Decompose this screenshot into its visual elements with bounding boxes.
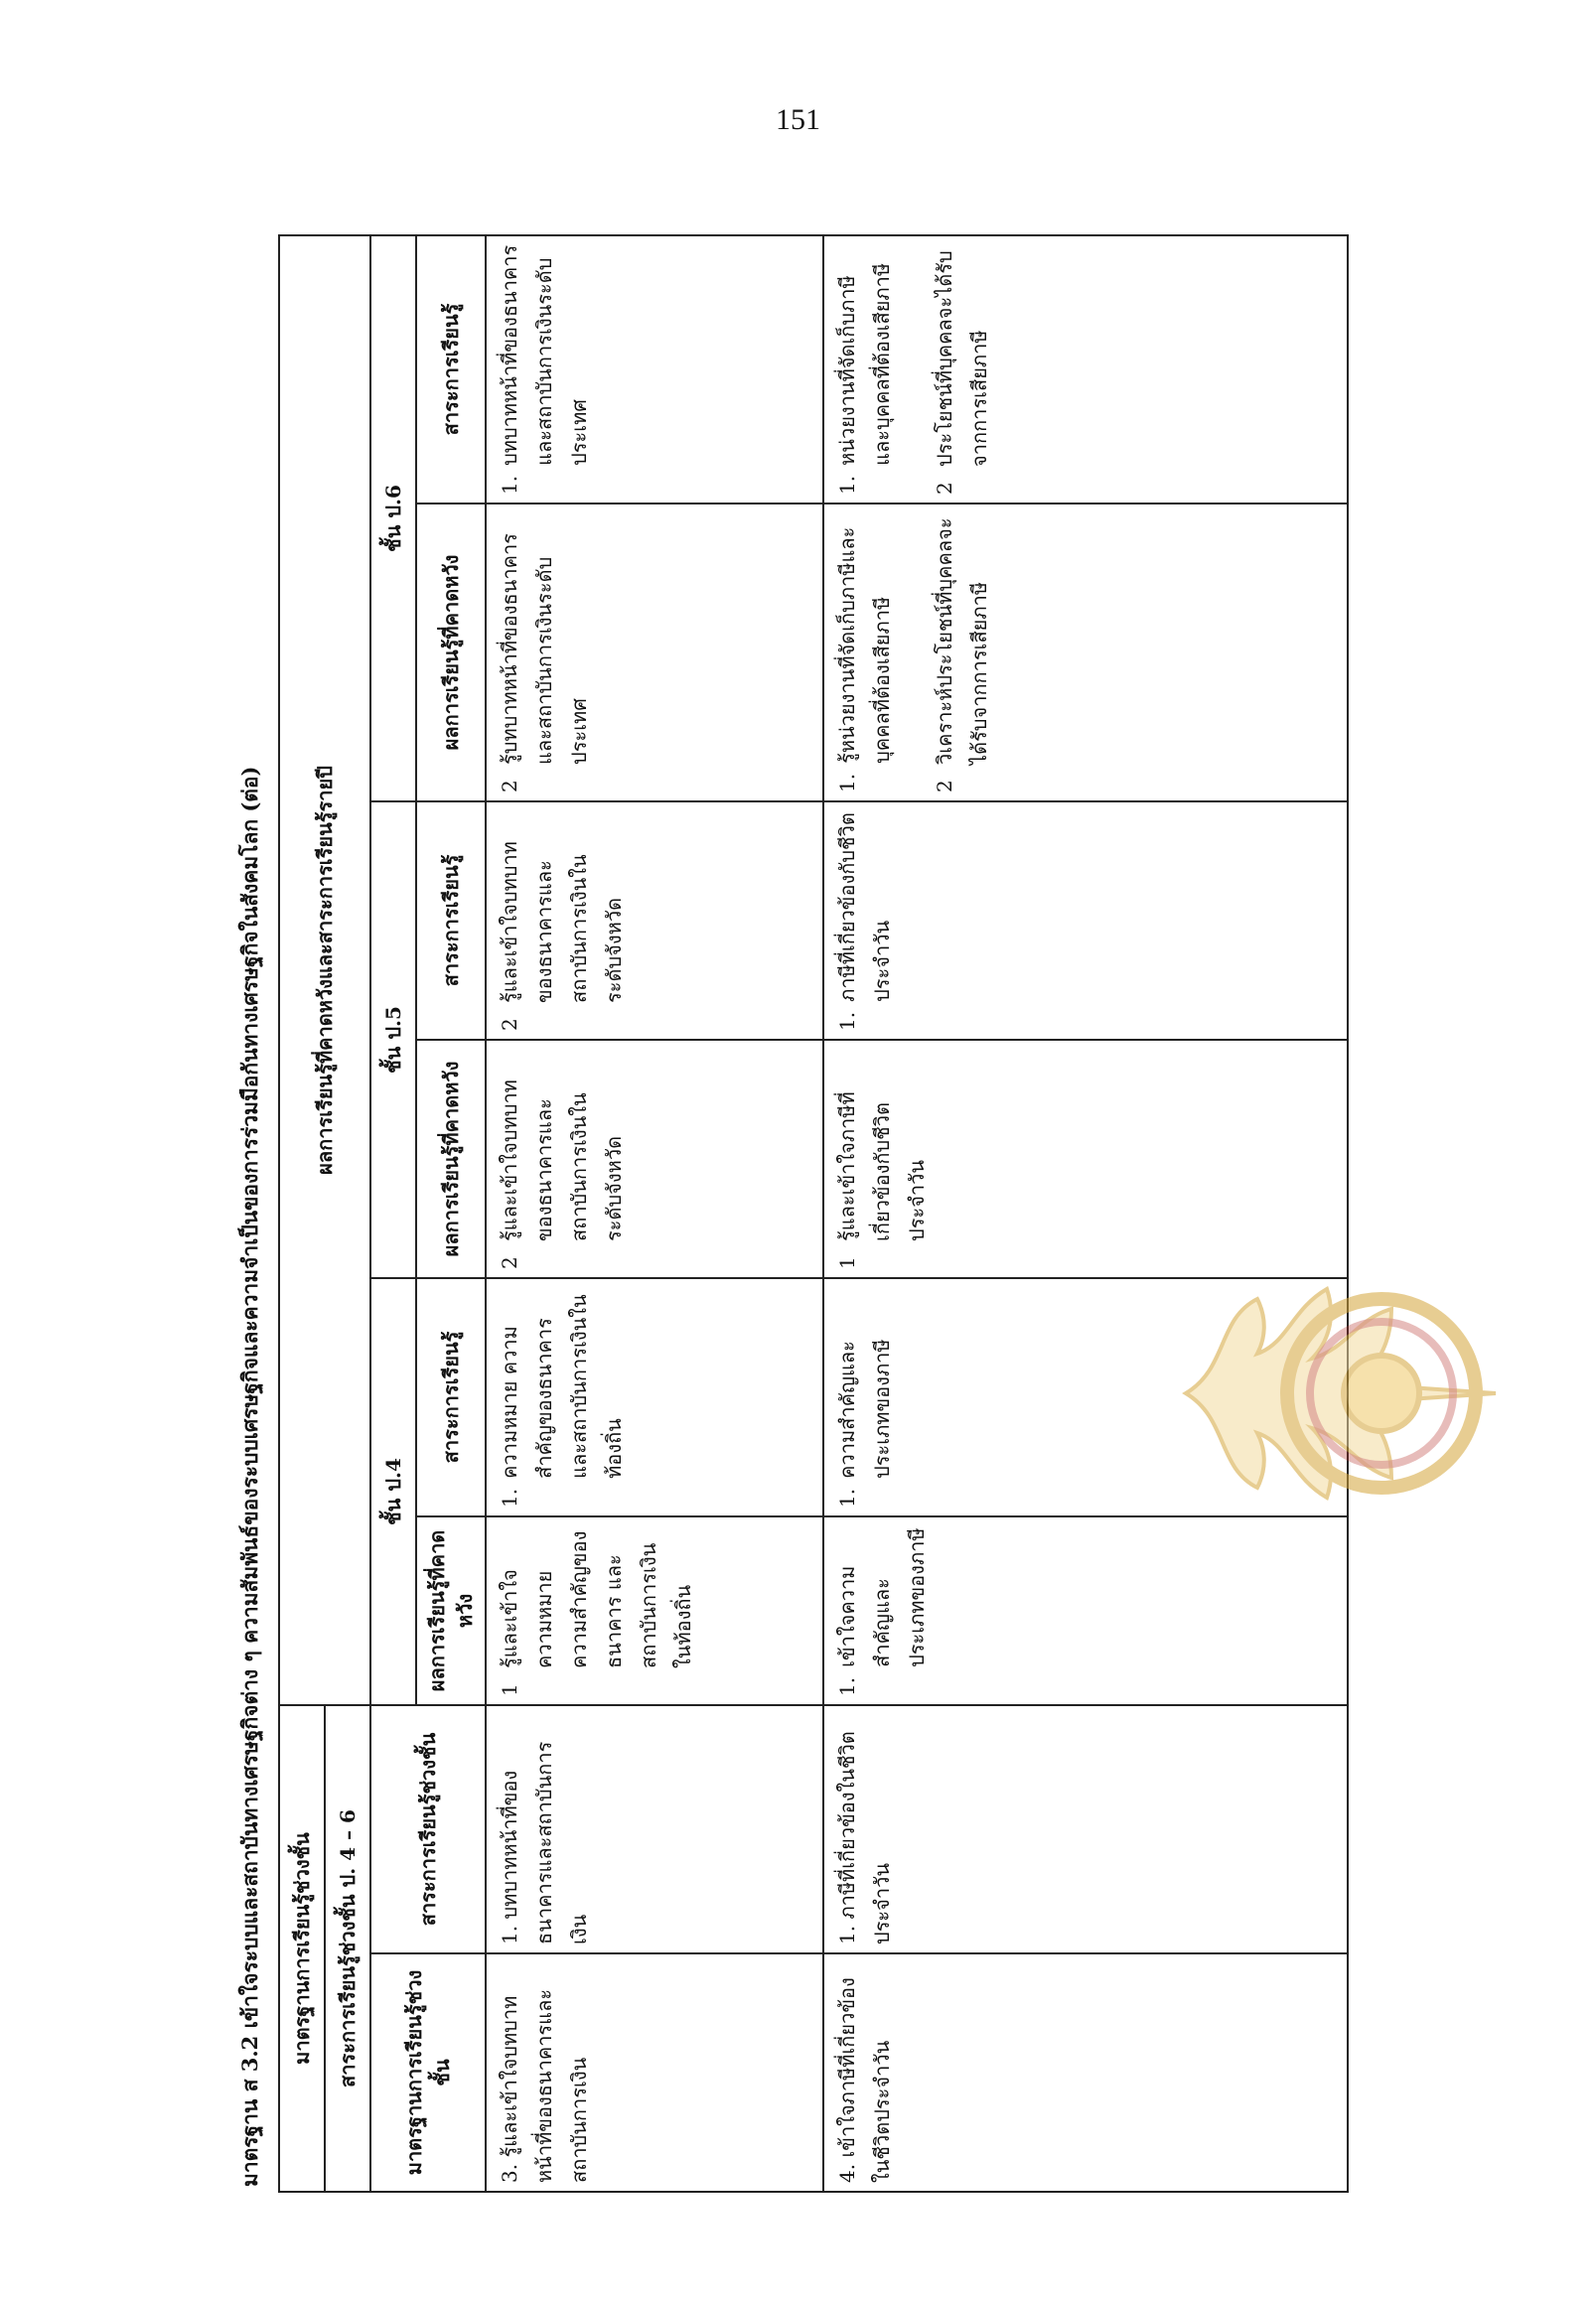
- header-col-interval-content: สาระการเรียนรู้ช่วงชั้น: [370, 1705, 486, 1953]
- g4-outcome-cell: 1 รู้และเข้าใจความหมาย ความสำคัญของธนาคาร และสถาบันการเงินในท้องถิ่น: [486, 1516, 823, 1705]
- g5-content-cell: 1. ภาษีที่เกี่ยวข้องกับชีวิตประจำวัน: [823, 801, 1348, 1040]
- header-interval-content-group: สาระการเรียนรู้ช่วงชั้น ป. 4 – 6: [325, 1705, 370, 2192]
- g6-outcome-cell: 1. รู้หน่วยงานที่จัดเก็บภาษีและบุคคลที่ต้องเสียภาษี 2 วิเคราะห์ประโยชน์ที่บุคคลจะได้รับจากการเสียภาษี: [823, 504, 1348, 801]
- g6-content-cell: 1. หน่วยงานที่จัดเก็บภาษีและบุคคลที่ต้องเสียภาษี 2 ประโยชน์ที่บุคคลจะได้รับจากการเสียภาษี: [823, 235, 1348, 504]
- header-outcome-g4: ผลการเรียนรู้ที่คาดหวัง: [416, 1516, 486, 1705]
- header-grade-4: ชั้น ป.4: [370, 1278, 416, 1705]
- header-row-1: [279, 235, 325, 2192]
- page-number: 151: [776, 103, 820, 136]
- g6-outcome-cell: 2 รู้บทบาทหน้าที่ของธนาคารและสถาบันการเงินระดับประเทศ: [486, 504, 823, 801]
- header-grade-6: ชั้น ป.6: [370, 235, 416, 801]
- header-interval-standard: มาตรฐานการเรียนรู้ช่วงชั้น: [279, 1705, 325, 2192]
- g4-outcome-cell: 1. เข้าใจความสำคัญและประเภทของภาษี: [823, 1516, 1348, 1705]
- standard-cell: 3. รู้และเข้าใจบทบาทหน้าที่ของธนาคารและสถาบันการเงิน: [486, 1953, 823, 2192]
- standards-table: [278, 234, 1349, 2193]
- g5-content-cell: 2 รู้และเข้าใจบทบาทของธนาคารและสถาบันการเงินในระดับจังหวัด: [486, 801, 823, 1040]
- header-col-standard: มาตรฐานการเรียนรู้ช่วงชั้น: [370, 1953, 486, 2192]
- header-yearly-group: ผลการเรียนรู้ที่คาดหวังและสาระการเรียนรู้รายปี: [279, 235, 370, 1705]
- g4-content-cell: 1. ความหมาย ความสำคัญของธนาคาร และสถาบันการเงินในท้องถิ่น: [486, 1278, 823, 1516]
- header-row-3: [370, 235, 416, 2192]
- header-outcome-g6: ผลการเรียนรู้ที่คาดหวัง: [416, 504, 486, 801]
- seal-watermark-icon: [1178, 1249, 1506, 1537]
- table-row: [486, 235, 823, 2192]
- interval-content-cell: 1. บทบาทหน้าที่ของธนาคารและสถาบันการเงิน: [486, 1705, 823, 1953]
- header-content-g5: สาระการเรียนรู้: [416, 801, 486, 1040]
- header-content-g6: สาระการเรียนรู้: [416, 235, 486, 504]
- g5-outcome-cell: 2 รู้และเข้าใจบทบาทของธนาคารและสถาบันการเงินในระดับจังหวัด: [486, 1040, 823, 1278]
- g5-outcome-cell: 1 รู้และเข้าใจภาษีที่เกี่ยวข้องกับชีวิตประจำวัน: [823, 1040, 1348, 1278]
- g4-content-cell: 1. ความสำคัญและประเภทของภาษี: [823, 1278, 1348, 1516]
- table-row: [823, 235, 1348, 2192]
- g6-content-cell: 1. บทบาทหน้าที่ของธนาคารและสถาบันการเงินระดับประเทศ: [486, 235, 823, 504]
- rotated-page-content: [224, 236, 1327, 2193]
- interval-content-cell: 1. ภาษีที่เกี่ยวข้องในชีวิตประจำวัน: [823, 1705, 1348, 1953]
- standard-caption: มาตรฐาน ส 3.2 เข้าใจระบบและสถาบันทางเศรษฐกิจต่าง ๆ ความสัมพันธ์ของระบบเศรษฐกิจและความจำเป็นของการร่วมมือกันทางเศรษฐกิจในสังคมโลก (ต่อ): [237, 766, 262, 2187]
- header-content-g4: สาระการเรียนรู้: [416, 1278, 486, 1516]
- header-grade-5: ชั้น ป.5: [370, 801, 416, 1278]
- header-outcome-g5: ผลการเรียนรู้ที่คาดหวัง: [416, 1040, 486, 1278]
- standard-cell: 4. เข้าใจภาษีที่เกี่ยวข้องในชีวิตประจำวัน: [823, 1953, 1348, 2192]
